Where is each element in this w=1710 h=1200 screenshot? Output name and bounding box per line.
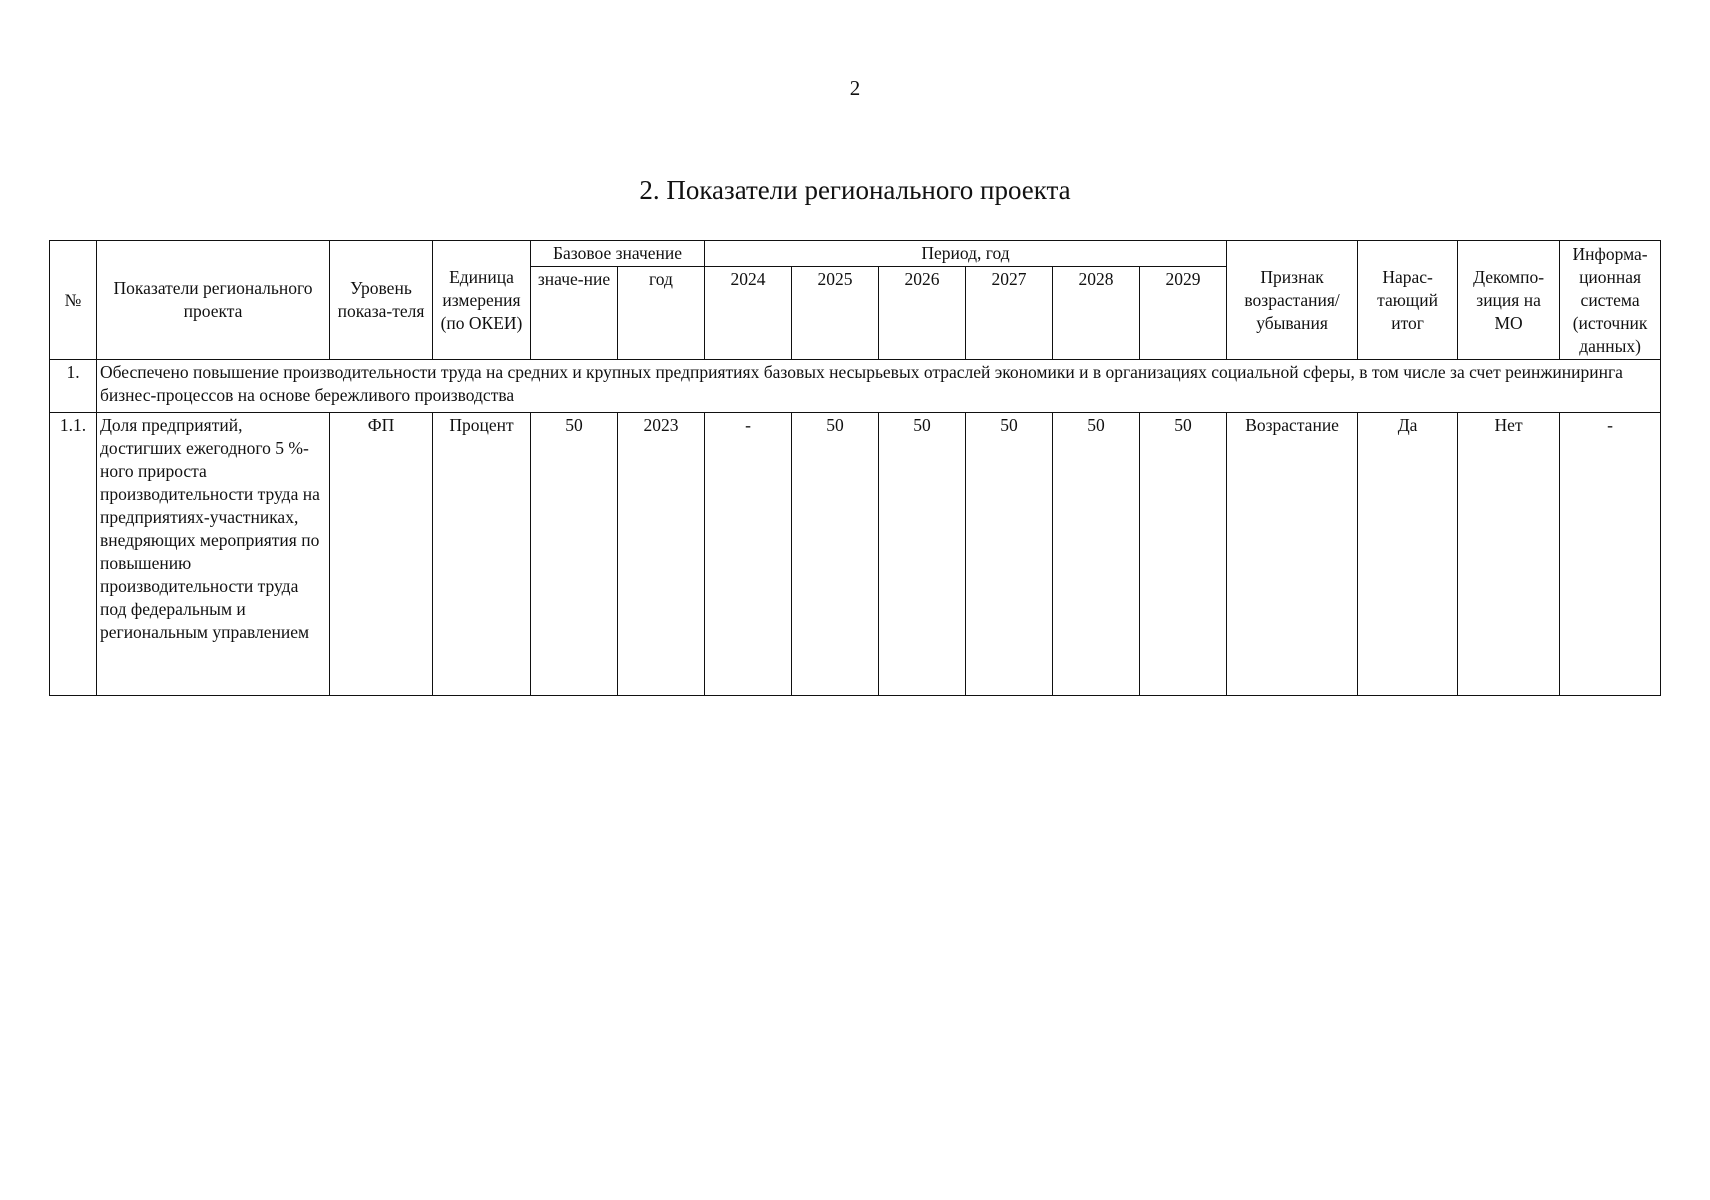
row-info-system: - bbox=[1560, 413, 1661, 696]
header-year-2028: 2028 bbox=[1053, 267, 1140, 360]
section-num: 1. bbox=[50, 360, 97, 413]
header-cumulative: Нарас-тающий итог bbox=[1358, 241, 1458, 360]
header-year-2024: 2024 bbox=[705, 267, 792, 360]
row-trend: Возрастание bbox=[1227, 413, 1358, 696]
row-base-value: 50 bbox=[531, 413, 618, 696]
row-year-2024: - bbox=[705, 413, 792, 696]
section-row bbox=[50, 360, 1661, 413]
page-number: 2 bbox=[849, 76, 861, 100]
header-year-2027: 2027 bbox=[966, 267, 1053, 360]
header-unit: Единица измерения (по ОКЕИ) bbox=[433, 241, 531, 360]
row-decomposition: Нет bbox=[1458, 413, 1560, 696]
row-year-2026: 50 bbox=[879, 413, 966, 696]
header-level: Уровень показа-теля bbox=[330, 241, 433, 360]
row-indicator: Доля предприятий, достигших ежегодного 5 %-ного прироста производительности труда на предприятиях-участниках, внедряющих мероприятия по повышению производительности труда под федеральным и региональным управлением bbox=[97, 413, 330, 696]
row-cumulative: Да bbox=[1358, 413, 1458, 696]
row-year-2028: 50 bbox=[1053, 413, 1140, 696]
table-row bbox=[50, 413, 1661, 696]
header-period-group: Период, год bbox=[705, 241, 1227, 267]
header-info-system: Информа-ционная система (источник данных) bbox=[1560, 241, 1661, 360]
header-trend: Признак возрастания/ убывания bbox=[1227, 241, 1358, 360]
row-year-2029: 50 bbox=[1140, 413, 1227, 696]
row-num: 1.1. bbox=[50, 413, 97, 696]
header-row-1 bbox=[50, 241, 1661, 267]
header-base-value: значе-ние bbox=[531, 267, 618, 360]
row-base-year: 2023 bbox=[618, 413, 705, 696]
row-level: ФП bbox=[330, 413, 433, 696]
page-title: 2. Показатели регионального проекта bbox=[639, 175, 1071, 205]
header-indicator: Показатели регионального проекта bbox=[97, 241, 330, 360]
section-text: Обеспечено повышение производительности труда на средних и крупных предприятиях базовых несырьевых отраслей экономики и в организациях социальной сферы, в том числе за счет реинжиниринга бизнес-процессов на основе бережливого производства bbox=[97, 360, 1661, 413]
row-year-2027: 50 bbox=[966, 413, 1053, 696]
header-year-2029: 2029 bbox=[1140, 267, 1227, 360]
row-year-2025: 50 bbox=[792, 413, 879, 696]
header-base-group: Базовое значение bbox=[531, 241, 705, 267]
indicators-table bbox=[49, 240, 1661, 696]
row-unit: Процент bbox=[433, 413, 531, 696]
header-year-2025: 2025 bbox=[792, 267, 879, 360]
header-decomposition: Декомпо-зиция на МО bbox=[1458, 241, 1560, 360]
header-num: № bbox=[50, 241, 97, 360]
header-base-year: год bbox=[618, 267, 705, 360]
header-year-2026: 2026 bbox=[879, 267, 966, 360]
